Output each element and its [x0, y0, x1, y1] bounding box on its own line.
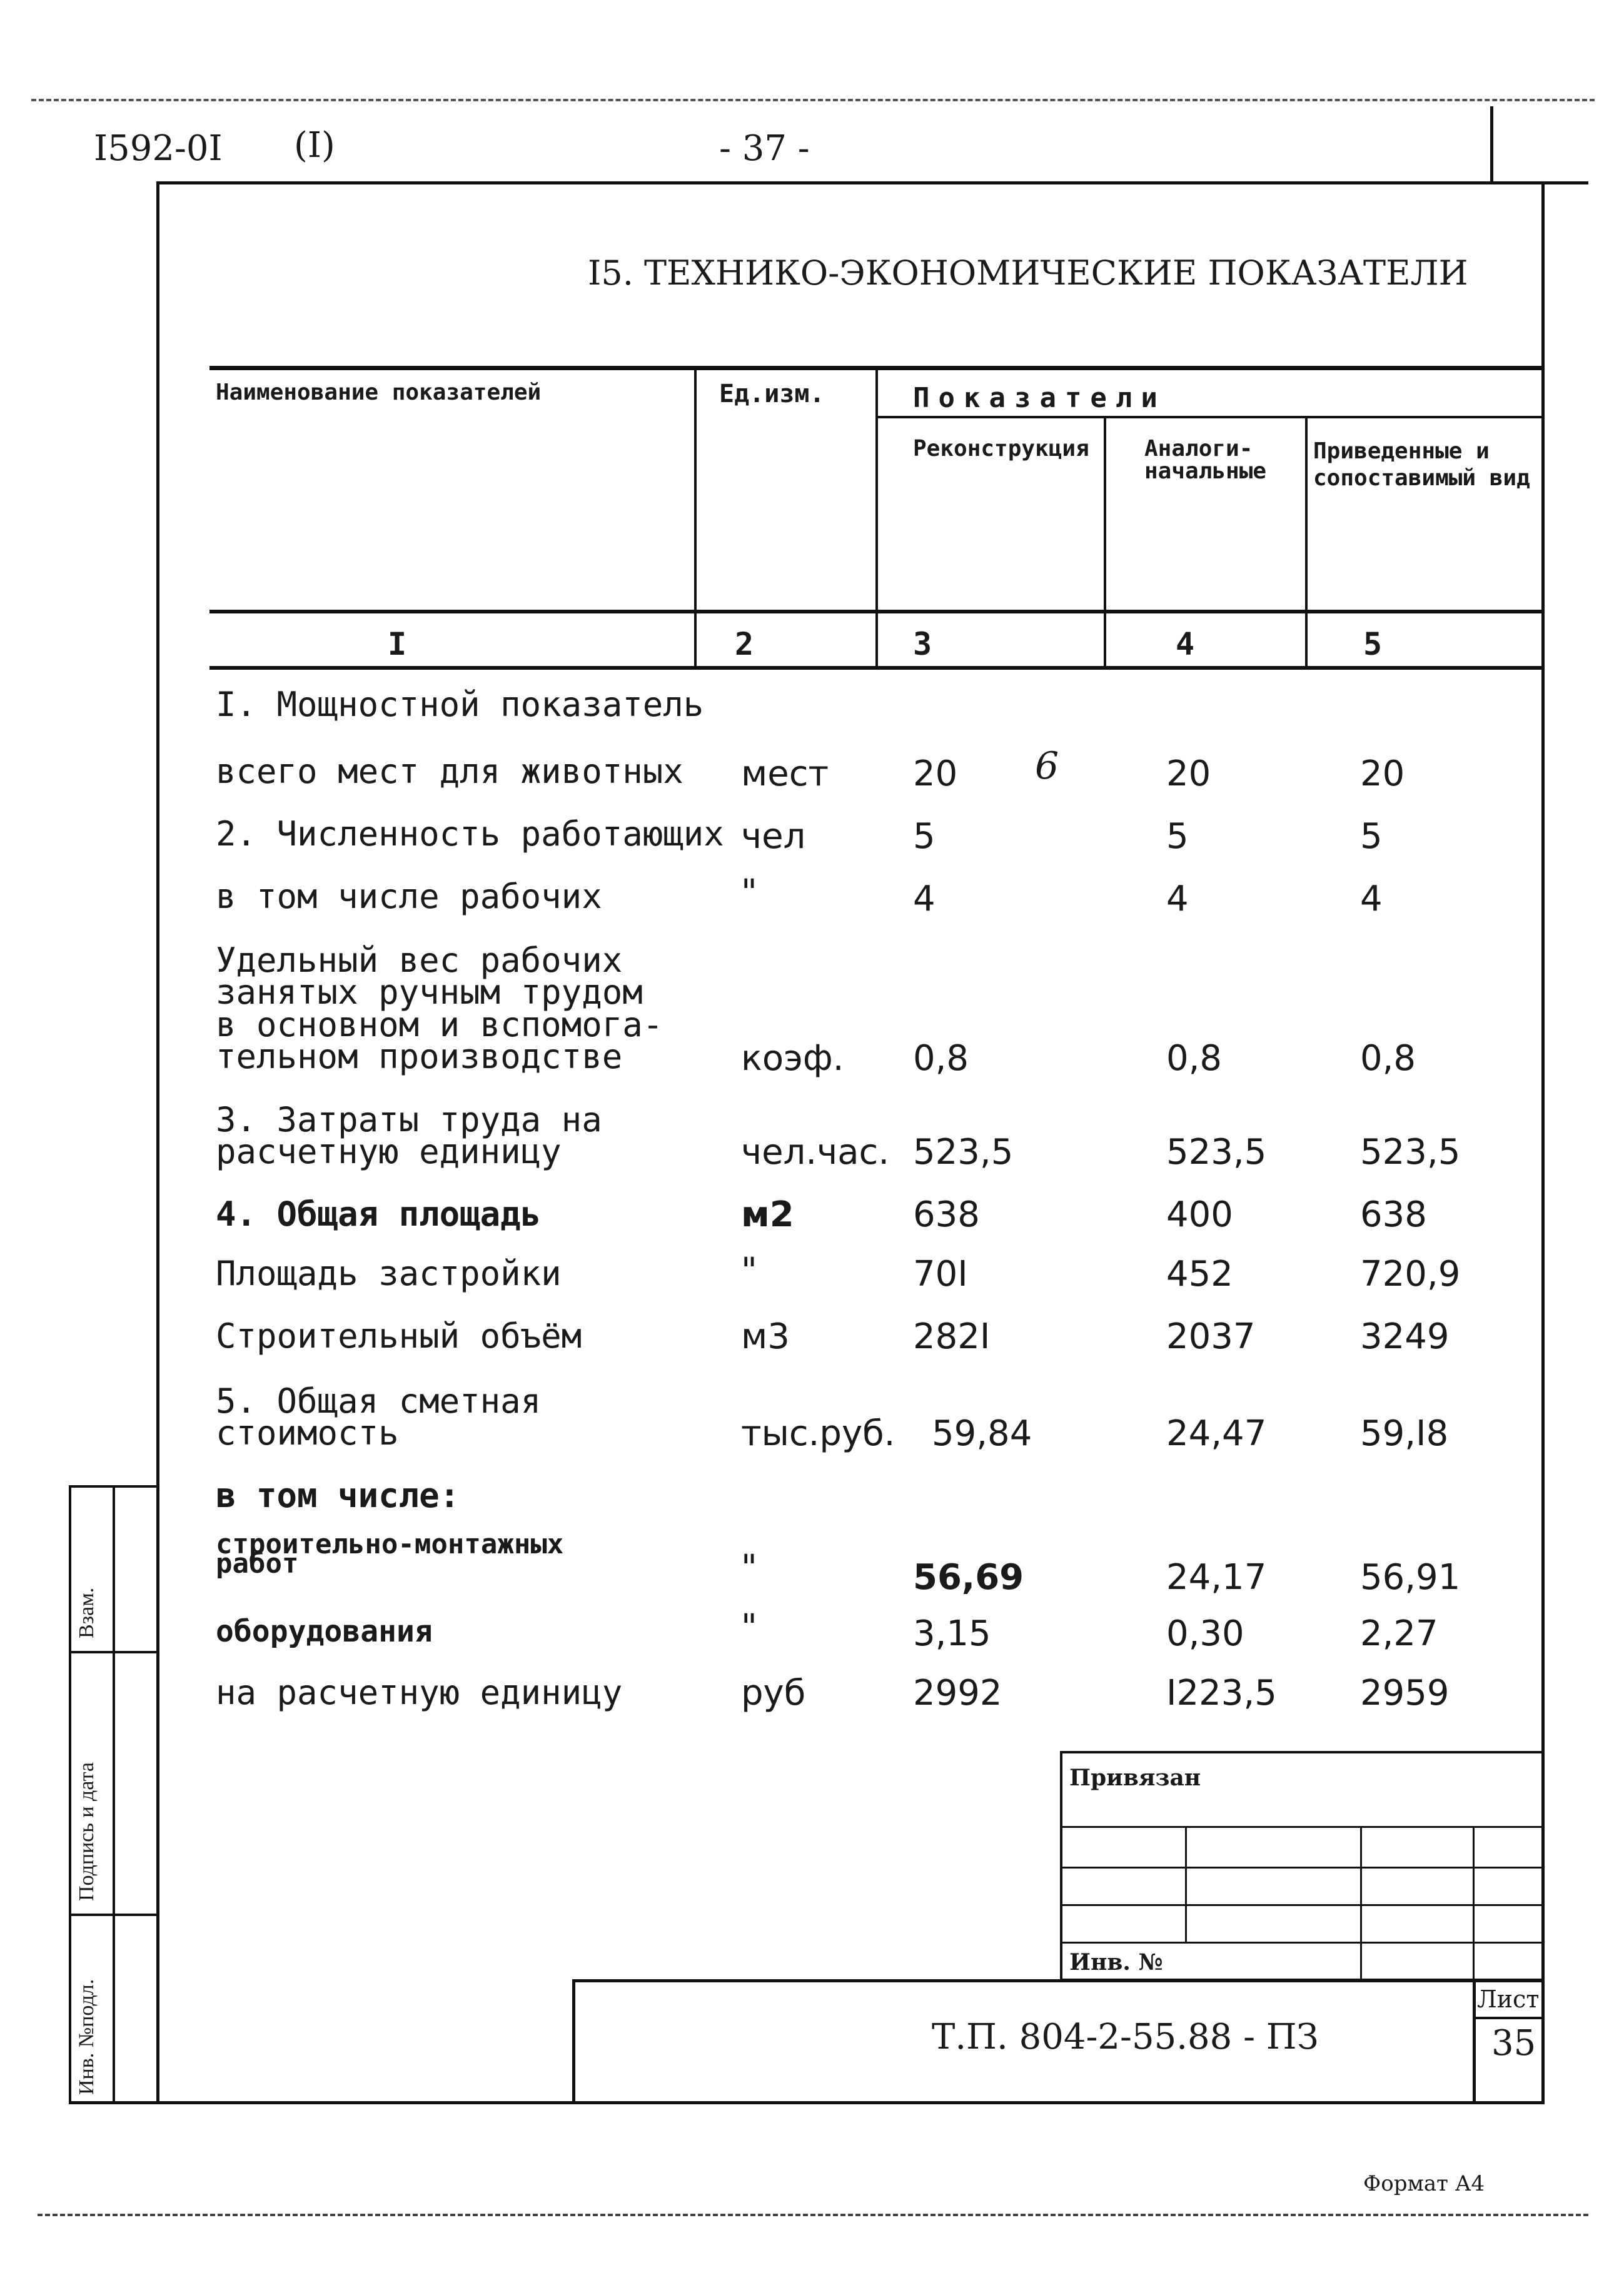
title-block-divider — [1473, 1979, 1476, 2104]
doc-code: I592-0I — [94, 128, 223, 169]
table-numbers-bottom — [209, 666, 1545, 670]
row-label: 3. Затраты труда на расчетную единицу — [216, 1100, 602, 1172]
row-label: строительно-монтажных работ — [216, 1528, 564, 1580]
row-value-3: 523,5 — [913, 1132, 1014, 1173]
side-strip-line2 — [69, 1914, 156, 1916]
col-number-1: I — [388, 626, 407, 662]
row-value-4: 0,8 — [1166, 1038, 1223, 1079]
row-label: Площадь застройки — [216, 1254, 562, 1293]
row-label: 2. Численность работающих — [216, 814, 724, 854]
col-header-unit: Ед.изм. — [719, 380, 825, 408]
row-value-5: 20 — [1360, 754, 1405, 794]
row-value-5: 0,8 — [1360, 1038, 1416, 1079]
col-divider-4 — [1305, 416, 1308, 666]
row-value-5: 4 — [1360, 879, 1383, 919]
row-value-3: 59,84 — [932, 1413, 1032, 1454]
sheet-label: Лист — [1477, 1985, 1540, 2013]
row-value-4: 452 — [1166, 1254, 1233, 1294]
row-unit: тыс.руб. — [741, 1413, 895, 1454]
row-value-5: 59,I8 — [1360, 1413, 1449, 1454]
row-value-5: 523,5 — [1360, 1132, 1461, 1173]
sub-header-4: Аналоги-начальные — [1144, 436, 1267, 484]
row-value-4: 24,47 — [1166, 1413, 1267, 1454]
row-unit: чел.час. — [741, 1132, 890, 1173]
row-label: Удельный вес рабочих занятых ручным трудом в основном и вспомога- тельном производстве — [216, 941, 663, 1076]
frame-left — [156, 181, 159, 2104]
row-value-3: 70I — [913, 1254, 968, 1294]
row-value-5: 5 — [1360, 816, 1383, 857]
sub-header-5: Приведенные и сопоставимый вид — [1313, 438, 1530, 492]
row-value-4: 400 — [1166, 1194, 1233, 1235]
row-unit: чел — [741, 816, 806, 857]
row-value-5: 3249 — [1360, 1316, 1450, 1357]
group-header: Показатели — [913, 382, 1166, 414]
row-value-4: 5 — [1166, 816, 1189, 857]
inv-label: Инв. № — [1069, 1949, 1163, 1975]
row-unit: " — [741, 1548, 757, 1588]
row-value-3: 5 — [913, 816, 936, 857]
bottom-rule — [38, 2214, 1588, 2216]
col-divider-3 — [1104, 416, 1106, 666]
row-value-4: 523,5 — [1166, 1132, 1267, 1173]
sheet-number: 35 — [1491, 2023, 1536, 2064]
row-value-4: 0,30 — [1166, 1613, 1244, 1654]
col-divider-1 — [694, 366, 697, 666]
row-unit: " — [741, 1251, 757, 1291]
table-group-rule — [875, 416, 1545, 418]
sheet-cell-line — [1473, 2017, 1543, 2019]
page-title: I5. ТЕХНИКО-ЭКОНОМИЧЕСКИЕ ПОКАЗАТЕЛИ — [588, 253, 1468, 293]
row-value-3: 2992 — [913, 1673, 1002, 1713]
sub-header-3: Реконструкция — [913, 436, 1089, 462]
row-value-4: 4 — [1166, 879, 1189, 919]
row-value-3: 4 — [913, 879, 936, 919]
row-label: всего мест для животных — [216, 752, 683, 791]
row-unit: м2 — [741, 1194, 794, 1235]
row-label: 5. Общая сметная стоимость — [216, 1381, 542, 1453]
row-value-3: 20 — [913, 754, 958, 794]
bound-stamp-line — [1060, 1867, 1543, 1869]
row-value-5: 2,27 — [1360, 1613, 1438, 1654]
side-strip-top — [69, 1485, 156, 1488]
handwritten-mark: 6 — [1035, 744, 1059, 788]
row-value-3: 638 — [913, 1194, 980, 1235]
side-strip-line1 — [69, 1651, 156, 1653]
bound-label: Привязан — [1069, 1765, 1201, 1791]
side-label-sign: Подпись и дата — [75, 1762, 98, 1901]
row-unit: м3 — [741, 1316, 790, 1357]
side-strip-outer — [69, 1485, 71, 2104]
side-label-inv: Инв. №подл. — [75, 1979, 98, 2095]
row-unit: " — [741, 1607, 757, 1648]
bound-stamp-line — [1060, 1942, 1543, 1944]
row-value-4: 20 — [1166, 754, 1211, 794]
row-label: оборудования — [216, 1614, 433, 1649]
row-value-4: I223,5 — [1166, 1673, 1277, 1713]
row-value-5: 720,9 — [1360, 1254, 1461, 1294]
row-unit: коэф. — [741, 1038, 844, 1079]
bound-stamp-vline — [1360, 1826, 1362, 1981]
row-label: в том числе: — [216, 1476, 460, 1515]
frame-right-outer — [1490, 106, 1493, 184]
row-value-3: 0,8 — [913, 1038, 969, 1079]
bound-stamp-line — [1060, 1904, 1543, 1906]
row-label: на расчетную единицу — [216, 1673, 623, 1712]
side-label-replace: Взам. — [75, 1587, 98, 1638]
doc-designation: Т.П. 804-2-55.88 - ПЗ — [932, 2017, 1319, 2057]
doc-part: (I) — [294, 125, 335, 166]
row-unit: мест — [741, 754, 829, 794]
frame-top — [156, 181, 1588, 184]
row-label: в том числе рабочих — [216, 877, 602, 916]
col-header-name: Наименование показателей — [216, 380, 542, 405]
bound-stamp-vline — [1473, 1826, 1475, 1981]
format-label: Формат А4 — [1363, 2171, 1485, 2196]
side-strip-inner — [113, 1485, 115, 2104]
row-label: 4. Общая площадь — [216, 1194, 542, 1234]
col-number-3: 3 — [913, 626, 932, 662]
row-unit: руб — [741, 1673, 806, 1713]
row-value-5: 2959 — [1360, 1673, 1450, 1713]
row-value-4: 24,17 — [1166, 1557, 1267, 1598]
col-divider-2 — [875, 366, 878, 666]
col-number-2: 2 — [735, 626, 754, 662]
bound-stamp-vline — [1185, 1826, 1187, 1942]
page-number: - 37 - — [719, 128, 810, 169]
row-value-5: 638 — [1360, 1194, 1427, 1235]
row-value-3: 282I — [913, 1316, 991, 1357]
bound-stamp-line — [1060, 1826, 1543, 1828]
row-value-3: 3,15 — [913, 1613, 991, 1654]
top-rule — [31, 99, 1595, 101]
row-label: I. Мощностной показатель — [216, 685, 704, 724]
row-value-3: 56,69 — [913, 1557, 1024, 1598]
row-unit: " — [741, 872, 757, 913]
col-number-5: 5 — [1363, 626, 1383, 662]
row-label: Строительный объём — [216, 1316, 582, 1356]
row-value-4: 2037 — [1166, 1316, 1256, 1357]
row-value-5: 56,91 — [1360, 1557, 1461, 1598]
col-number-4: 4 — [1176, 626, 1195, 662]
